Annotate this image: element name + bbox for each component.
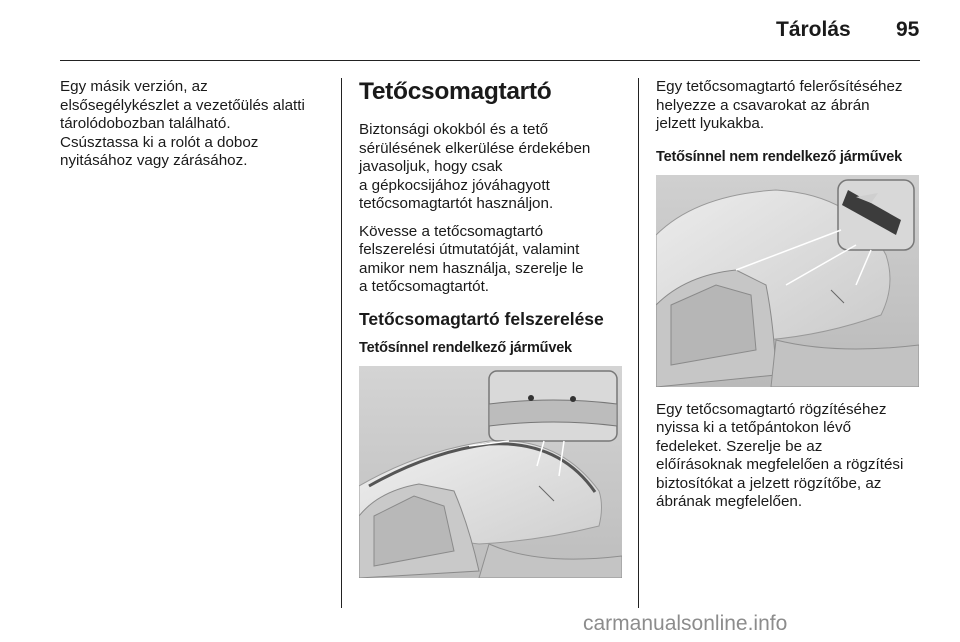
first-aid-kit-paragraph: Egy másik verzión, az elsősegélykészlet a vezetőülés alatti tárolódobozban található. Csúsztassa ki a rolót a doboz nyitásához vagy zárásához.: [60, 78, 305, 169]
mounting-hole: [570, 396, 576, 402]
roof-rack-instructions-paragraph: Kövesse a tetőcsomagtartó felszerelési útmutatóját, valamint amikor nem használja, szerelje le a tetőcsomagtartót.: [359, 222, 584, 295]
column-divider-right: [638, 78, 639, 608]
column-1: [60, 78, 330, 171]
mounting-hole: [528, 395, 534, 401]
roof-rack-installation-heading: Tetőcsomagtartó felszerelése: [359, 308, 604, 329]
section-title: Tárolás: [776, 18, 851, 41]
vehicles-without-roof-rails-heading: Tetősínnel nem rendelkező járművek: [656, 148, 902, 165]
page-number: 95: [896, 18, 920, 41]
column-divider-left: [341, 78, 342, 608]
no-roof-rail-vehicle-illustration: [656, 175, 919, 387]
watermark: carmanualsonline.info: [583, 612, 788, 635]
roof-rack-heading: Tetőcsomagtartó: [359, 78, 552, 105]
vehicles-with-roof-rails-heading: Tetősínnel rendelkező járművek: [359, 339, 572, 356]
roof-rack-bolts-paragraph: Egy tetőcsomagtartó felerősítéséhez helyezze a csavarokat az ábrán jelzett lyukakba.: [656, 78, 903, 132]
column-3: [656, 78, 926, 512]
roof-strip-fastening-paragraph: Egy tetőcsomagtartó rögzítéséhez nyissa ki a tetőpántokon lévő fedeleket. Szerelje be az előírásoknak megfelelően a rögzítési biztosítókat a jelzett rögzítőbe, az ábrának megfelelően.: [656, 400, 904, 510]
roof-rail-vehicle-illustration: [359, 366, 622, 578]
inset-rail: [489, 400, 617, 426]
column-2: [359, 78, 627, 578]
header-divider: [60, 60, 920, 61]
roof-rack-safety-paragraph: Biztonsági okokból és a tető sérülésének elkerülése érdekében javasoljuk, hogy csak a gépkocsijához jóváhagyott tetőcsomagtartót használjon.: [359, 121, 591, 212]
